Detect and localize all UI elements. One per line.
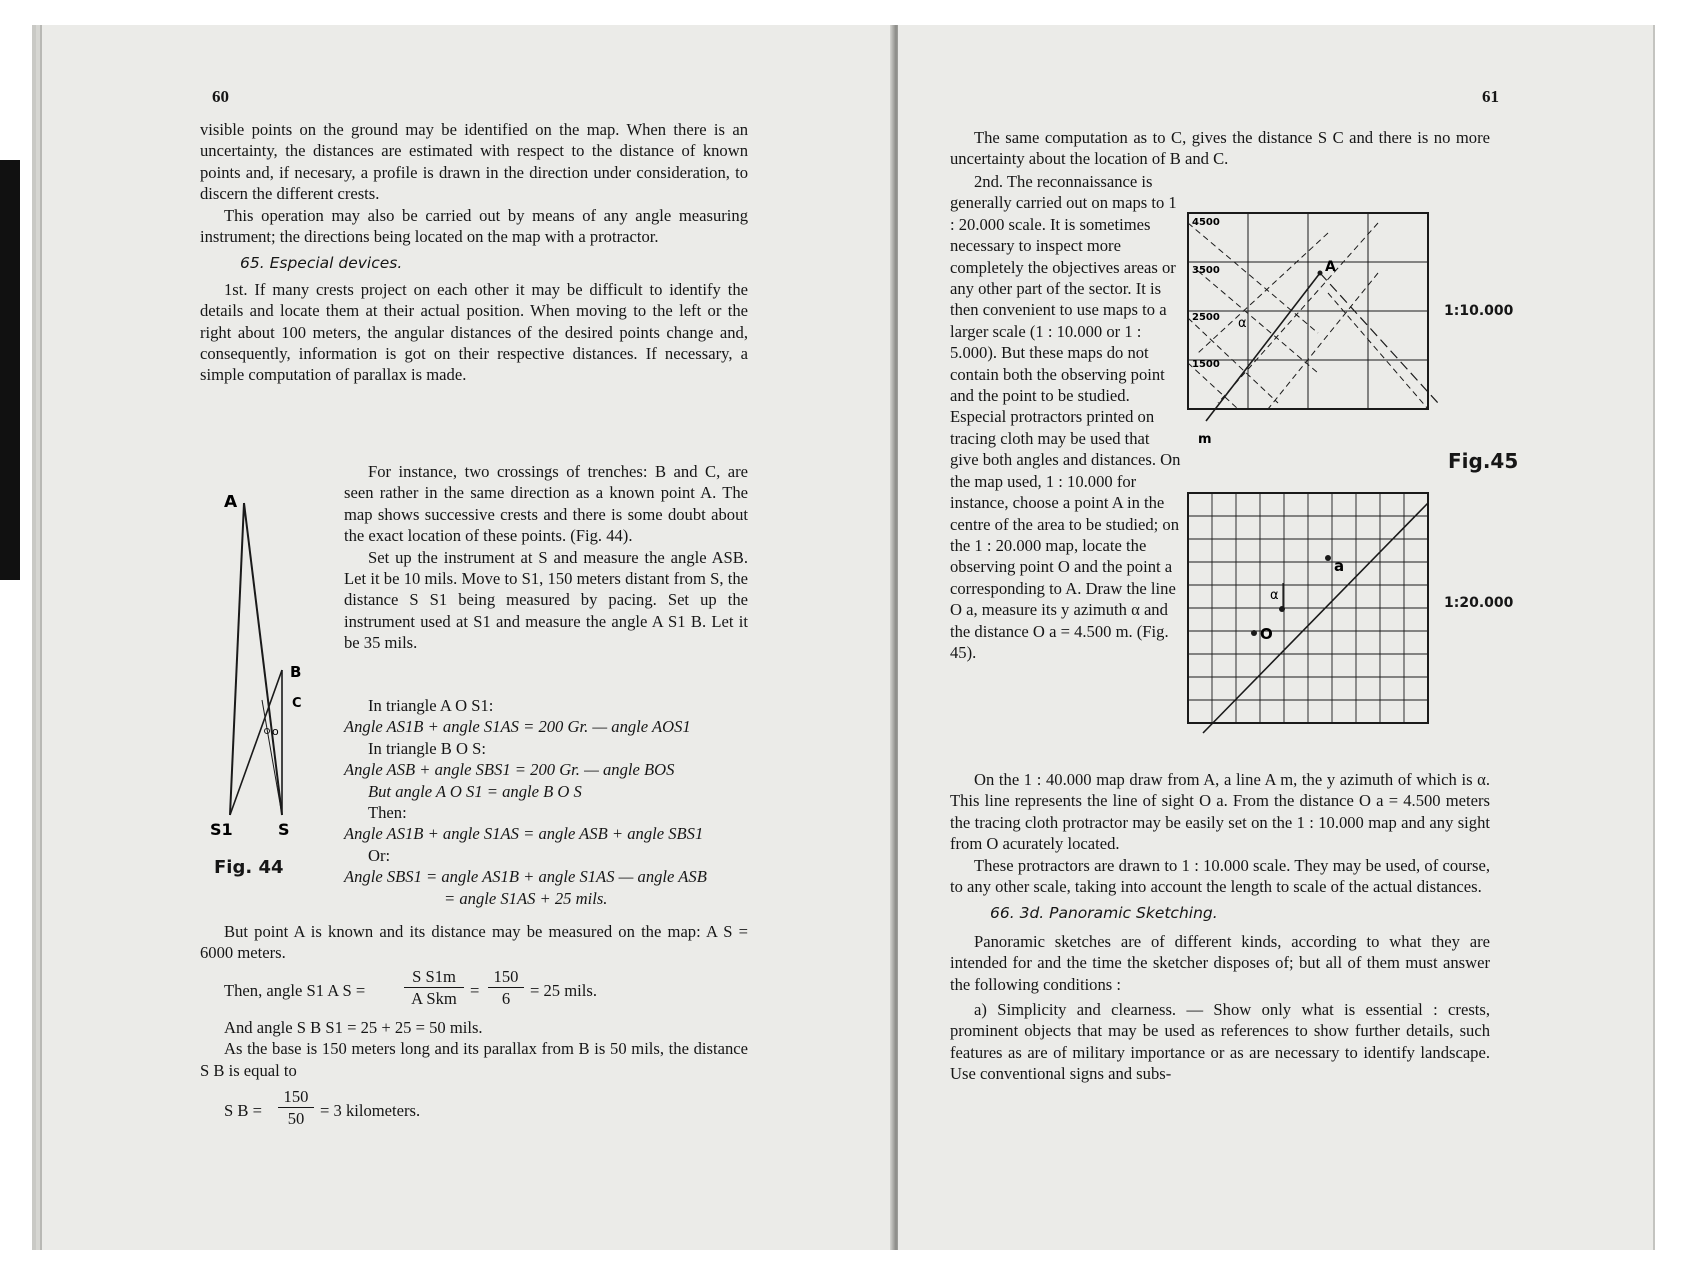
fraction-equation-1: Then, angle S1 A S = S S1m A Skm = 150 6 = 25 mils. xyxy=(224,967,597,1008)
figure-45 xyxy=(1178,203,1508,753)
section-heading-66: 66. 3d. Panoramic Sketching. xyxy=(990,904,1218,923)
figure-44-caption: Fig. 44 xyxy=(214,857,284,878)
label-alpha-bottom: α xyxy=(1270,588,1279,603)
label-b: B xyxy=(290,663,302,681)
distance-label: 2500 xyxy=(1192,312,1220,323)
scale-label-20000: 1:20.000 xyxy=(1444,595,1514,611)
label-big-a: A xyxy=(1325,259,1336,275)
fraction-equation-2: S B = 150 50 = 3 kilometers. xyxy=(224,1087,421,1128)
right-lower-text xyxy=(950,769,1490,1085)
page-number-left: 60 xyxy=(212,87,229,106)
math-line: Or: xyxy=(368,845,391,865)
base-text xyxy=(200,1017,748,1081)
map-10000-grid xyxy=(1188,213,1428,409)
label-m: m xyxy=(1198,432,1212,447)
label-small-a: a xyxy=(1334,557,1345,575)
distance-label: 3500 xyxy=(1192,265,1220,276)
example-paragraph: Set up the instrument at S and measure the angle ASB. Let it be 10 mils. Move to S1, 150 meters distant from S, the distance S S1 being measured by pacing. Set up the instrument used at S1 and measure the angle A S1 B. Let it be 35 mils. xyxy=(344,547,748,653)
example-paragraph: For instance, two crossings of trenches: B and C, are seen rather in the same direction as a known point A. The map shows successive crests and there is some doubt about the exact location of these points. (Fig. 44). xyxy=(344,462,748,546)
parallax-derivation xyxy=(344,695,754,909)
sight-line-continuation xyxy=(1320,273,1438,403)
paragraph-simplicity: a) Simplicity and clearness. — Show only what is essential : crests, prominent objects that may be used as references to show further details, such features as are of military importance or as are necessary to identify landscape. Use conventional signs and subs- xyxy=(950,1000,1490,1084)
line-a-s1 xyxy=(230,503,244,815)
label-s: S xyxy=(278,820,290,839)
paragraph-first-device: 1st. If many crests project on each other it may be difficult to identify the details and locate them at their actual position. When moving to the left or the right about 100 meters, the angular distances of the desired points change and, consequently, information is got on their respective distances. If necessary, a simple computation of parallax is made. xyxy=(200,279,748,385)
label-alpha-top: α xyxy=(1238,316,1247,331)
scale-label-10000: 1:10.000 xyxy=(1444,303,1514,319)
math-line: Then: xyxy=(368,803,407,823)
line-c-s xyxy=(262,700,282,815)
math-line: Angle AS1B + angle S1AS = angle ASB + angle SBS1 xyxy=(344,824,704,844)
line-a-s xyxy=(244,503,282,815)
label-a: A xyxy=(224,495,238,512)
math-line: Angle SBS1 = angle AS1B + angle S1AS — angle ASB xyxy=(344,867,707,887)
point-o xyxy=(1251,630,1257,636)
math-line: Angle AS1B + angle S1AS = 200 Gr. — angle AOS1 xyxy=(344,717,691,737)
label-o: O xyxy=(1260,625,1273,643)
open-book xyxy=(30,25,1660,1260)
map-20000-grid xyxy=(1188,493,1428,723)
base-paragraph: As the base is 150 meters long and its parallax from B is 50 mils, the distance S B is equal to xyxy=(200,1039,748,1080)
example-text xyxy=(344,461,748,654)
page-number-right: 61 xyxy=(1482,87,1499,106)
right-opening-text xyxy=(950,127,1490,170)
paragraph-protractors: These protractors are drawn to 1 : 10.000 scale. They may be used, of course, to any other scale, taking into account the length to scale of the actual distances. xyxy=(950,855,1490,897)
book-edge-shadow xyxy=(0,160,20,580)
point-small-a xyxy=(1325,555,1331,561)
intro-paragraph: visible points on the ground may be identified on the map. When there is an uncertainty, the distances are estimated with respect to the distance of known points and, if necesary, a profile is drawn in the direction under consideration, to discern the different crests. xyxy=(200,120,748,204)
line-a-m xyxy=(1206,273,1320,421)
and-line: And angle S B S1 = 25 + 25 = 50 mils. xyxy=(224,1018,483,1037)
left-intro-text xyxy=(200,119,748,386)
opening-paragraph: The same computation as to C, gives the distance S C and there is no more uncertainty about the location of B and C. xyxy=(950,128,1490,169)
figure-44 xyxy=(202,495,312,865)
line-b-s1 xyxy=(230,670,282,815)
distance-label: 4500 xyxy=(1192,217,1220,228)
paragraph-panoramic: Panoramic sketches are of different kinds, according to what they are intended for and the time the sketcher disposes of; but all of them must answer the following conditions : xyxy=(950,931,1490,994)
math-line: = angle S1AS + 25 mils. xyxy=(444,888,608,908)
math-line: But angle A O S1 = angle B O S xyxy=(368,781,582,801)
label-s1: S1 xyxy=(210,820,233,839)
figure-45-caption: Fig.45 xyxy=(1448,449,1519,473)
math-line: Angle ASB + angle SBS1 = 200 Gr. — angle BOS xyxy=(344,760,675,780)
paragraph-second-device: 2nd. The reconnaissance is generally carried out on maps to 1 : 20.000 scale. It is sometimes necessary to inspect more completely the objectives areas or any other part of the sector. It is then convenient to use maps to a larger scale (1 : 10.000 or 1 : 5.000). But these maps do not contain both the observing point and the point to be studied. Especial protractors printed on tracing cloth may be used that give both angles and distances. On the map used, 1 : 10.000 for instance, choose a point A in the centre of the area to be studied; on the 1 : 20.000 map, locate the observing point O and the point a corresponding to A. Draw the line O a, measure its y azimuth α and the distance O a = 4.500 m. (Fig. 45). xyxy=(950,172,1181,662)
known-point-paragraph: But point A is known and its distance may be measured on the map: A S = 6000 meters. xyxy=(200,922,748,963)
math-line: In triangle A O S1: xyxy=(368,696,494,715)
intro-paragraph: This operation may also be carried out by means of any angle measuring instrument; the directions being located on the map with a protractor. xyxy=(200,205,748,247)
line-o-a xyxy=(1203,503,1428,733)
left-page xyxy=(40,25,897,1250)
math-line: In triangle B O S: xyxy=(368,738,486,758)
right-page xyxy=(898,25,1655,1250)
paragraph-map-40000: On the 1 : 40.000 map draw from A, a line A m, the y azimuth of which is α. This line represents the line of sight O a. From the distance O a = 4.500 meters the tracing cloth protractor may be easily set on the 1 : 10.000 map and any sight from O acurately located. xyxy=(950,770,1490,854)
distance-computation xyxy=(200,921,748,964)
second-device-text xyxy=(950,171,1182,663)
section-heading-65: 65. Especial devices. xyxy=(240,254,403,273)
point-a-large xyxy=(1318,271,1323,276)
label-o: o xyxy=(272,725,279,738)
distance-label: 1500 xyxy=(1192,359,1220,370)
point-o-small xyxy=(1279,606,1285,612)
label-c: C xyxy=(292,696,302,711)
